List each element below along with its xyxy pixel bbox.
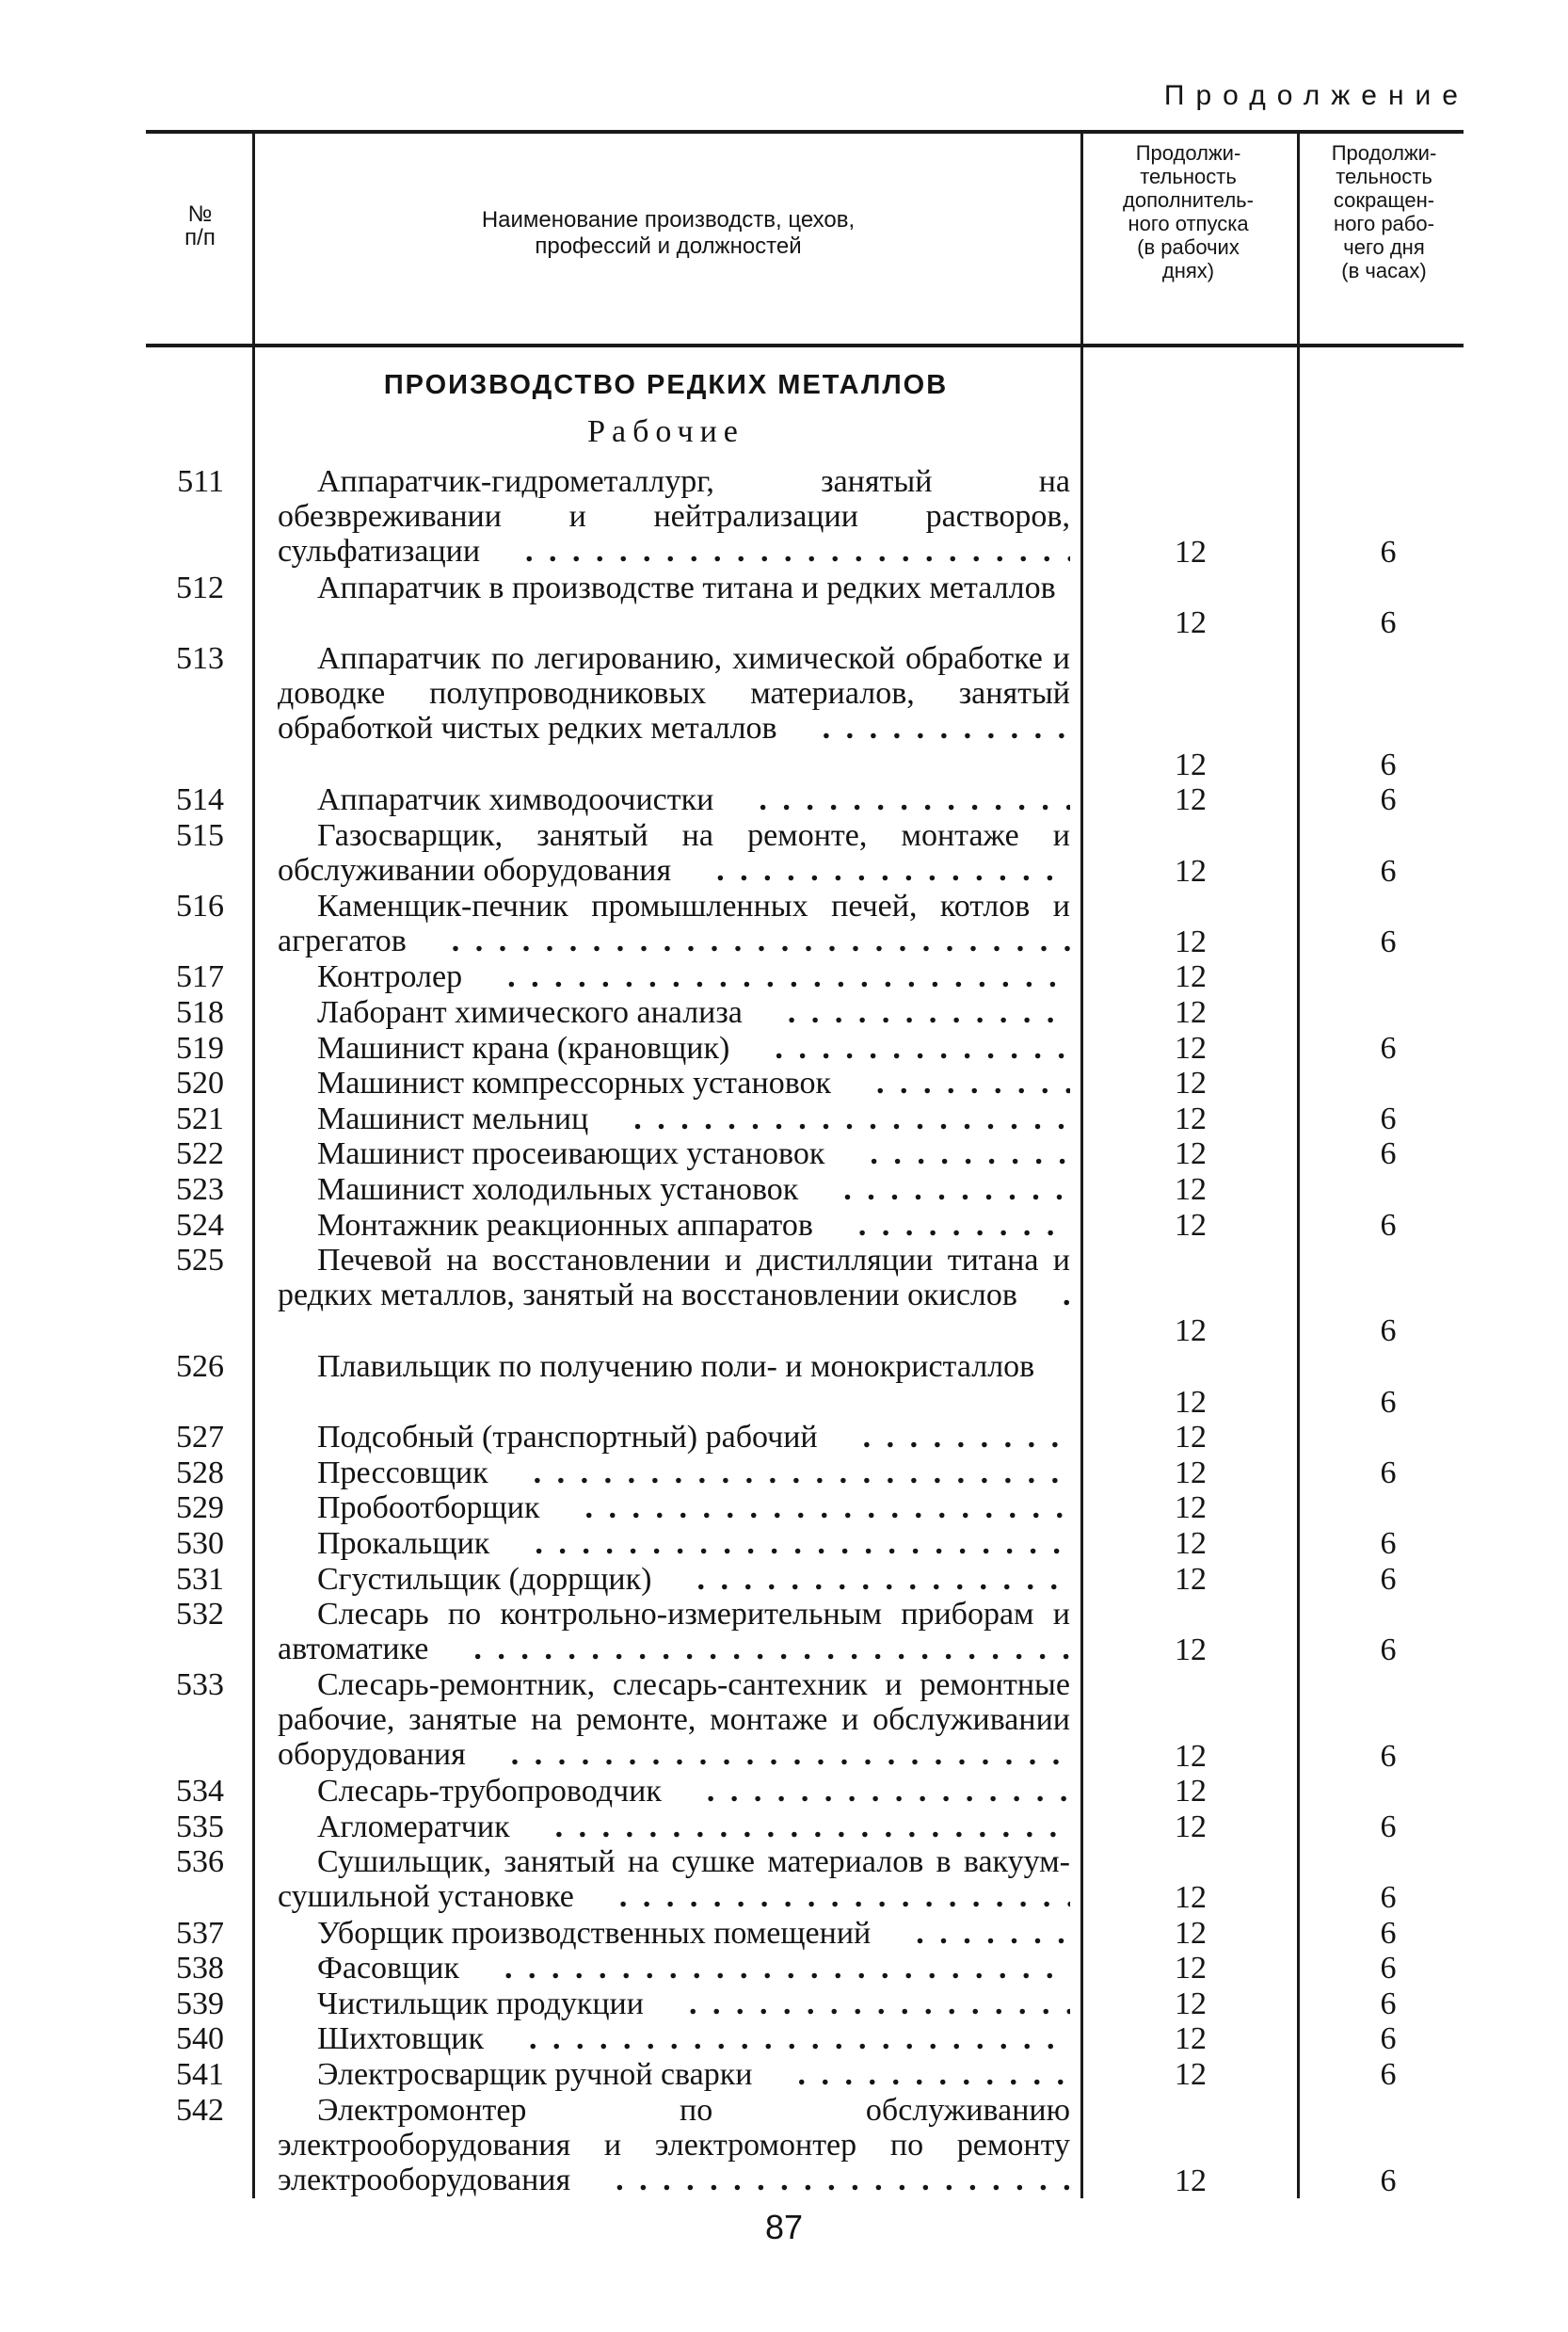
row-name-text: Аппаратчик в производстве титана и редких металлов	[317, 571, 1062, 605]
row-name	[278, 1986, 1070, 2022]
row-name-text: Аппаратчик химводоочистки	[317, 782, 719, 817]
table-row	[0, 1136, 1568, 1172]
row-name	[278, 959, 1070, 995]
row-name-text: Электросварщик ручной сварки	[317, 2057, 758, 2092]
row-leave-days: 12	[1175, 1420, 1207, 1455]
row-leave-days: 12	[1175, 853, 1207, 889]
table-row	[0, 1243, 1568, 1349]
row-number: 538	[176, 1951, 224, 1986]
row-leave-days: 12	[1175, 959, 1207, 995]
row-leave-days: 12	[1175, 1915, 1207, 1951]
row-name	[278, 2057, 1070, 2093]
row-name	[278, 571, 1070, 641]
row-name	[278, 1526, 1070, 1562]
table-row	[0, 571, 1568, 641]
table-row	[0, 1102, 1568, 1137]
table-row	[0, 1526, 1568, 1562]
row-work-hours: 6	[1380, 1951, 1397, 1986]
page-number: 87	[764, 2208, 804, 2246]
row-work-hours: 6	[1380, 1101, 1397, 1136]
row-leave-days: 12	[1175, 1561, 1207, 1597]
row-leave-days: 12	[1175, 1879, 1207, 1915]
row-name-text: Машинист мельниц	[317, 1102, 594, 1136]
row-work-hours: 6	[1380, 1986, 1397, 2021]
table-row	[0, 1066, 1568, 1102]
section-subtitle: Рабочие	[587, 414, 744, 449]
row-name	[278, 1066, 1070, 1102]
row-number: 533	[176, 1667, 224, 1703]
row-work-hours: 6	[1380, 1879, 1397, 1915]
table-row	[0, 1667, 1568, 1774]
row-name-text: Прокальщик	[317, 1526, 495, 1561]
row-number: 528	[176, 1455, 224, 1490]
table-row	[0, 1597, 1568, 1667]
row-name-text: Слесарь-трубопроводчик	[317, 1774, 667, 1809]
row-leave-days: 12	[1175, 2163, 1207, 2198]
row-name	[278, 1455, 1070, 1491]
row-leave-days: 12	[1175, 747, 1207, 782]
row-leave-days: 12	[1175, 2057, 1207, 2092]
row-work-hours: 6	[1380, 605, 1397, 641]
row-number: 519	[176, 1030, 224, 1066]
row-name-text: Машинист крана (крановщик)	[317, 1031, 735, 1066]
row-work-hours: 6	[1380, 1313, 1397, 1349]
row-name	[278, 1951, 1070, 1986]
row-work-hours: 6	[1380, 1455, 1397, 1490]
row-number: 511	[177, 464, 224, 499]
row-work-hours: 6	[1380, 2057, 1397, 2092]
row-name	[278, 1774, 1070, 1809]
table-row	[0, 1349, 1568, 1420]
row-leave-days: 12	[1175, 1207, 1207, 1243]
row-name	[278, 2021, 1070, 2057]
row-work-hours: 6	[1380, 782, 1397, 818]
row-leave-days: 12	[1175, 1490, 1207, 1526]
row-name-text: Чистильщик продукции	[317, 1986, 649, 2021]
row-name	[278, 1490, 1070, 1526]
row-name-text: Прессовщик	[317, 1455, 494, 1490]
row-number: 516	[176, 889, 224, 925]
row-name-text: Слесарь по контрольно-измерительным приборам и автоматике	[278, 1597, 1070, 1667]
row-leave-days: 12	[1175, 1986, 1207, 2021]
row-name	[278, 464, 1070, 571]
column-header-hours: Продолжи- тельность сокращен- ного рабо- чего дня (в часах)	[1331, 141, 1437, 282]
row-name	[278, 1102, 1070, 1137]
row-number: 521	[176, 1101, 224, 1136]
row-number: 520	[176, 1066, 224, 1102]
row-name	[278, 889, 1070, 959]
table-row	[0, 464, 1568, 571]
row-number: 518	[176, 995, 224, 1030]
table-row	[0, 889, 1568, 959]
row-leave-days: 12	[1175, 1066, 1207, 1102]
row-name-text: Печевой на восстановлении и дистилляции титана и редких металлов, занятый на восстановлении окислов	[278, 1243, 1070, 1313]
table-row	[0, 1208, 1568, 1244]
row-name-text: Монтажник реакционных аппаратов	[317, 1208, 819, 1243]
row-name-text: Уборщик производственных помещений	[317, 1916, 876, 1951]
row-name	[278, 641, 1070, 782]
row-name	[278, 1136, 1070, 1172]
row-number: 541	[176, 2057, 224, 2092]
row-work-hours: 6	[1380, 2163, 1397, 2198]
row-work-hours: 6	[1380, 2021, 1397, 2057]
row-name	[278, 1916, 1070, 1952]
row-leave-days: 12	[1175, 1030, 1207, 1066]
row-name	[278, 1208, 1070, 1244]
table-row	[0, 1420, 1568, 1455]
row-name	[278, 1562, 1070, 1598]
row-name-text: Контролер	[317, 959, 468, 994]
column-header-name: Наименование производств, цехов, профессий и должностей	[481, 207, 856, 259]
row-number: 539	[176, 1986, 224, 2021]
row-leave-days: 12	[1175, 1951, 1207, 1986]
row-number: 524	[176, 1207, 224, 1243]
row-leave-days: 12	[1175, 1313, 1207, 1349]
row-name	[278, 995, 1070, 1031]
table-row	[0, 1455, 1568, 1491]
row-name	[278, 1349, 1070, 1420]
row-number: 534	[176, 1774, 224, 1809]
table-row	[0, 2057, 1568, 2093]
row-leave-days: 12	[1175, 1136, 1207, 1172]
row-name-text: Каменщик-печник промышленных печей, котлов и агрегатов	[278, 889, 1070, 959]
table-row	[0, 818, 1568, 889]
row-number: 530	[176, 1526, 224, 1561]
table-row	[0, 2093, 1568, 2199]
row-name	[278, 1420, 1070, 1455]
row-number: 531	[176, 1561, 224, 1597]
row-work-hours: 6	[1380, 1915, 1397, 1951]
row-work-hours: 6	[1380, 1738, 1397, 1774]
row-number: 513	[176, 641, 224, 676]
row-name-text: Газосварщик, занятый на ремонте, монтаже и обслуживании оборудования	[278, 818, 1070, 888]
row-name-text: Машинист компрессорных установок	[317, 1066, 837, 1101]
row-name-text: Сгустильщик (доррщик)	[317, 1562, 657, 1597]
table-row	[0, 1562, 1568, 1598]
row-number: 540	[176, 2021, 224, 2057]
row-number: 517	[176, 959, 224, 995]
row-work-hours: 6	[1380, 924, 1397, 959]
table-row	[0, 2021, 1568, 2057]
row-name-text: Плавильщик по получению поли- и монокристаллов	[317, 1349, 1040, 1384]
row-number: 542	[176, 2092, 224, 2128]
table-row	[0, 995, 1568, 1031]
row-number: 529	[176, 1490, 224, 1526]
row-number: 532	[176, 1597, 224, 1632]
row-name	[278, 1844, 1070, 1915]
row-name-text: Фасовщик	[317, 1951, 465, 1986]
row-number: 512	[176, 570, 224, 605]
row-name	[278, 818, 1070, 889]
row-name-text: Аппаратчик-гидрометаллург, занятый на обезвреживании и нейтрализации растворов, сульфатизации	[278, 464, 1070, 569]
row-leave-days: 12	[1175, 1172, 1207, 1207]
table-row	[0, 1844, 1568, 1915]
row-name	[278, 1031, 1070, 1067]
section-title: ПРОИЗВОДСТВО РЕДКИХ МЕТАЛЛОВ	[383, 370, 949, 400]
row-leave-days: 12	[1175, 782, 1207, 818]
row-leave-days: 12	[1175, 995, 1207, 1030]
table-row	[0, 1916, 1568, 1952]
table-row	[0, 1774, 1568, 1809]
row-name	[278, 782, 1070, 818]
row-name-text: Слесарь-ремонтник, слесарь-сантехник и ремонтные рабочие, занятые на ремонте, монтаже и обслуживании оборудования	[278, 1667, 1070, 1773]
row-name-text: Шихтовщик	[317, 2021, 489, 2056]
row-number: 522	[176, 1136, 224, 1172]
column-header-number: № п/п	[184, 201, 216, 250]
row-leave-days: 12	[1175, 1809, 1207, 1844]
row-work-hours: 6	[1380, 535, 1397, 571]
row-number: 525	[176, 1243, 224, 1279]
row-number: 514	[176, 782, 224, 818]
row-leave-days: 12	[1175, 1738, 1207, 1774]
row-work-hours: 6	[1380, 1384, 1397, 1420]
row-leave-days: 12	[1175, 605, 1207, 641]
row-leave-days: 12	[1175, 1101, 1207, 1136]
row-work-hours: 6	[1380, 1526, 1397, 1561]
row-work-hours: 6	[1380, 1561, 1397, 1597]
row-leave-days: 12	[1175, 1455, 1207, 1490]
row-name	[278, 2093, 1070, 2199]
row-number: 535	[176, 1809, 224, 1844]
row-number: 537	[176, 1915, 224, 1951]
row-number: 526	[176, 1349, 224, 1384]
row-work-hours: 6	[1380, 1207, 1397, 1243]
row-work-hours: 6	[1380, 747, 1397, 782]
row-number: 515	[176, 818, 224, 853]
row-name-text: Сушильщик, занятый на сушке материалов в вакуум-сушильной установке	[278, 1844, 1070, 1915]
table-row	[0, 1951, 1568, 1986]
row-work-hours: 6	[1380, 1809, 1397, 1844]
column-header-leave: Продолжи- тельность дополнитель- ного отпуска (в рабочих днях)	[1123, 141, 1254, 282]
table-row	[0, 1809, 1568, 1845]
row-name-text: Подсобный (транспортный) рабочий	[317, 1420, 824, 1455]
table-row	[0, 959, 1568, 995]
row-name-text: Машинист просеивающих установок	[317, 1136, 830, 1171]
row-leave-days: 12	[1175, 1526, 1207, 1561]
row-name-text: Лаборант химического анализа	[317, 995, 748, 1030]
row-name	[278, 1172, 1070, 1208]
table-row	[0, 1172, 1568, 1208]
continued-label: Продолжение	[1163, 80, 1469, 111]
row-leave-days: 12	[1175, 535, 1207, 571]
row-name	[278, 1597, 1070, 1667]
row-work-hours: 6	[1380, 1136, 1397, 1172]
row-leave-days: 12	[1175, 924, 1207, 959]
row-work-hours: 6	[1380, 1632, 1397, 1667]
row-name-text: Агломератчик	[317, 1809, 516, 1844]
table-row	[0, 641, 1568, 782]
table-row	[0, 782, 1568, 818]
row-number: 536	[176, 1844, 224, 1880]
row-leave-days: 12	[1175, 2021, 1207, 2057]
table-row	[0, 1986, 1568, 2022]
row-leave-days: 12	[1175, 1384, 1207, 1420]
row-name-text: Машинист холодильных установок	[317, 1172, 804, 1207]
row-work-hours: 6	[1380, 853, 1397, 889]
row-name-text: Аппаратчик по легированию, химической обработке и доводке полупроводниковых материалов, занятый обработкой чистых редких металлов	[278, 641, 1070, 746]
row-name	[278, 1809, 1070, 1845]
row-work-hours: 6	[1380, 1030, 1397, 1066]
row-number: 527	[176, 1420, 224, 1455]
table-row	[0, 1031, 1568, 1067]
row-name	[278, 1667, 1070, 1774]
row-number: 523	[176, 1172, 224, 1207]
row-name-text: Электромонтер по обслуживанию электрооборудования и электромонтер по ремонту электрооборудования	[278, 2092, 1070, 2197]
row-leave-days: 12	[1175, 1774, 1207, 1809]
table-row	[0, 1490, 1568, 1526]
row-name	[278, 1243, 1070, 1349]
row-leave-days: 12	[1175, 1632, 1207, 1667]
row-name-text: Пробоотборщик	[317, 1490, 545, 1525]
